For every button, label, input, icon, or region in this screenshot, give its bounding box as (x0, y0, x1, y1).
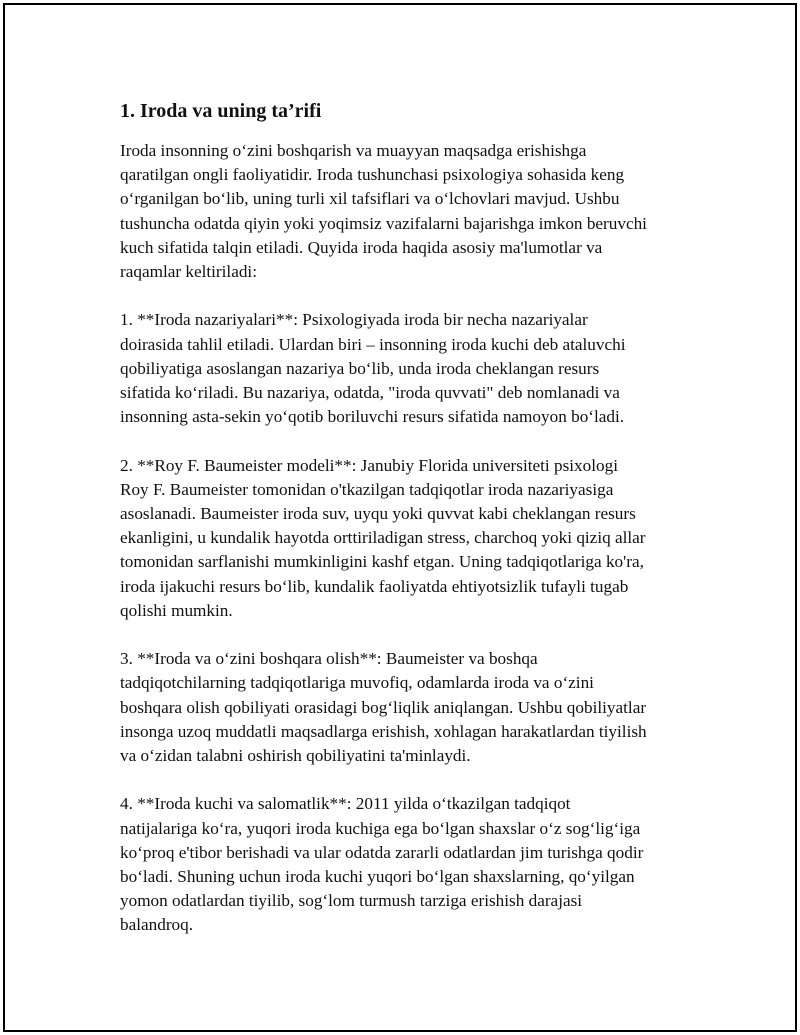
document-page (3, 3, 797, 1032)
paragraph-baumeister-modeli: 2. **Roy F. Baumeister modeli**: Janubiy Florida universiteti psixologi Roy F. Baumeister tomonidan o'tkazilgan tadqiqotlar iroda nazariyasiga asoslanadi. Baumeister iroda suv, uyqu yoki quvvat kabi cheklangan resurs ekanligini, u kundalik hayotda orttiriladigan stress, charchoq yoki qiziq allar tomonidan sarflanishi mumkinligini kashf etgan. Uning tadqiqotlariga ko'ra, iroda ijakuchi resurs bo‘lib, kundalik faoliyatda ehtiyotsizlik tufayli tugab qolishi mumkin. (120, 455, 646, 620)
paragraph-iroda-nazariyalari: 1. **Iroda nazariyalari**: Psixologiyada iroda bir necha nazariyalar doirasida tahlil etiladi. Ulardan biri – insonning iroda kuchi deb ataluvchi qobiliyatiga asoslangan nazariya bo‘lib, unda iroda cheklangan resurs sifatida ko‘riladi. Bu nazariya, odatda, "iroda quvvati" deb nomlanadi va insonning asta-sekin yo‘qotib boriluvchi resurs sifatida namoyon bo‘ladi. (120, 310, 626, 427)
paragraph-iroda-kuchi-salomatlik: 4. **Iroda kuchi va salomatlik**: 2011 yilda o‘tkazilgan tadqiqot natijalariga ko‘ra, yuqori iroda kuchiga ega bo‘lgan shaxslar o‘z sog‘lig‘iga ko‘proq e'tibor berishadi va ular odatda zararli odatlardan jim turishga qodir bo‘ladi. Shuning uchun iroda kuchi yuqori bo‘lgan shaxslarning, qo‘yilgan yomon odatlardan tiyilib, sog‘lom turmush tarziga erishish darajasi balandroq. (120, 794, 644, 935)
document-body (120, 97, 700, 962)
paragraph-ozini-boshqara-olish: 3. **Iroda va o‘zini boshqara olish**: Baumeister va boshqa tadqiqotchilarning tadqiqotlariga muvofiq, odamlarda iroda va o‘zini boshqara olish qobiliyati orasidagi bog‘liqlik aniqlangan. Ushbu qobiliyatlar insonga uzoq muddatli maqsadlarga erishish, xohlagan harakatlardan tiyilish va o‘zidan talabni oshirish qobiliyatini ta'minlaydi. (120, 649, 647, 766)
section-title: 1. Iroda va uning ta’rifi (120, 100, 322, 122)
intro-paragraph: Iroda insonning o‘zini boshqarish va muayyan maqsadga erishishga qaratilgan ongli faoliyatidir. Iroda tushunchasi psixologiya sohasida keng o‘rganilgan bo‘lib, uning turli xil tafsiflari va o‘lchovlari mavjud. Ushbu tushuncha odatda qiyin yoki yoqimsiz vazifalarni bajarishga imkon beruvchi kuch sifatida talqin etiladi. Quyida iroda haqida asosiy ma'lumotlar va raqamlar keltiriladi: (120, 141, 647, 282)
